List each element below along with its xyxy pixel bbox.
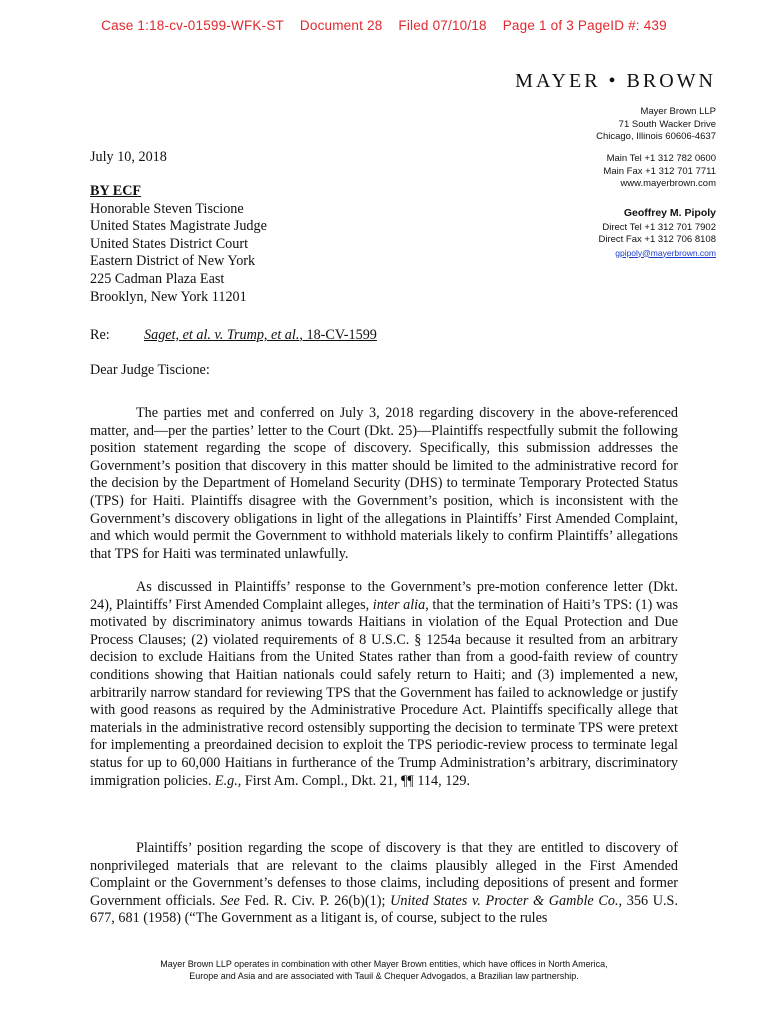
- paragraph-3-case-citation: United States v. Procter & Gamble Co.: [390, 892, 619, 909]
- letterhead-address: [596, 106, 716, 144]
- re-case-reference: [144, 327, 377, 343]
- paragraph-2-text-a: As discussed in Plaintiffs’ response to the Government’s pre-motion conference letter (Dkt. 24), Plaintiffs’ First Amended Complaint alleges,: [90, 579, 678, 613]
- stamp-case-number: Case 1:18-cv-01599-WFK-ST: [101, 18, 284, 33]
- letterhead-firm-name: Mayer Brown LLP: [640, 106, 716, 117]
- salutation: Dear Judge Tiscione:: [90, 362, 210, 378]
- page-footer: [0, 958, 768, 982]
- main-tel: Main Tel +1 312 782 0600: [606, 153, 716, 164]
- re-line: [90, 327, 678, 345]
- attorney-name: Geoffrey M. Pipoly: [623, 207, 716, 219]
- paragraph-1: The parties met and conferred on July 3, 2018 regarding discovery in the above-referenced matter, and—per the parties’ letter to the Court (Dkt. 25)—Plaintiffs respectfully submit the following position statement regarding the scope of discovery. Specifically, this submission addresses the Government’s position that discovery in this matter should be limited to the administrative record for the decision by the Department of Homeland Security (DHS) to terminate Temporary Protected Status (TPS) for Haiti. Plaintiffs disagree with the Government’s position, which is inconsistent with the Government’s discovery obligations in light of the allegations in Plaintiffs’ First Amended Complaint, and which would permit the Government to withhold materials likely to confirm Plaintiffs’ allegations that TPS for Haiti was terminated unlawfully.: [90, 405, 678, 562]
- paragraph-3: [90, 840, 678, 928]
- re-label: Re:: [90, 327, 110, 343]
- paragraph-2-text-b: , that the termination of Haiti’s TPS: (1) was motivated by discriminatory animus towards Haitians in violation of the Equal Protection and Due Process Clauses; (2) violated requirements of 8 U.S.C. § 1254a because it resulted from an arbitrary decision to exclude Haitians from the United States rather than from a good-faith review of country conditions showing that Haitian nationals could safely return to Haiti; and (3) implemented a new, arbitrarily narrow standard for reviewing TPS that the Government has failed to acknowledge or justify with good reasons as required by the Administrative Procedure Act. Plaintiffs specifically allege that materials in the administrative record ostensibly supporting the decision to terminate TPS were pretext for implementing a preordained decision to exploit the TPS periodic-review process to terminate legal status for up to 60,000 Haitians in furtherance of the Trump Administration’s arbitrary, discriminatory immigration policies.: [90, 596, 679, 789]
- attorney-email-link[interactable]: gpipoly@mayerbrown.com: [615, 247, 716, 258]
- paragraph-2-inter-alia: inter alia: [372, 596, 426, 613]
- re-case-name: Saget, et al. v. Trump, et al.: [144, 327, 300, 343]
- paragraph-3-see: See: [220, 892, 240, 909]
- paragraph-2-eg: E.g.: [214, 772, 238, 789]
- court-filing-stamp: [0, 18, 768, 33]
- recipient-name: Honorable Steven Tiscione: [90, 200, 244, 217]
- main-fax: Main Fax +1 312 701 7711: [603, 165, 716, 177]
- footer-line-1: Mayer Brown LLP operates in combination with other Mayer Brown entities, which have offices in North America,: [160, 959, 608, 969]
- recipient-city: Brooklyn, New York 11201: [90, 288, 247, 305]
- paragraph-2-text-c: , First Am. Compl., Dkt. 21, ¶¶ 114, 129.: [237, 772, 471, 789]
- delivery-method: BY ECF: [90, 183, 142, 199]
- stamp-page-info: Page 1 of 3 PageID #: 439: [502, 18, 667, 33]
- recipient-title: United States Magistrate Judge: [90, 218, 267, 235]
- firm-logo: MAYER • BROWN: [515, 70, 716, 92]
- letter-date: July 10, 2018: [90, 149, 167, 165]
- paragraph-2: [90, 579, 678, 790]
- letterhead-street: 71 South Wacker Drive: [618, 118, 716, 130]
- paragraph-3-text-a: Plaintiffs’ position regarding the scope of discovery is that they are entitled to discovery of nonprivileged materials that are relevant to the claims plausibly alleged in the First Amended Complaint or the Government’s defenses to those claims, including depositions of present and former Government officials.: [90, 840, 678, 909]
- stamp-filed-date: Filed 07/10/18: [398, 18, 487, 33]
- website-link[interactable]: www.mayerbrown.com: [620, 178, 716, 189]
- recipient-court: United States District Court: [90, 235, 249, 252]
- recipient-district: Eastern District of New York: [90, 253, 256, 270]
- addressee-block: [90, 183, 678, 306]
- attorney-direct-tel: Direct Tel +1 312 701 7902: [602, 221, 716, 233]
- letterhead-city: Chicago, Illinois 60606-4637: [596, 131, 716, 142]
- stamp-document-number: Document 28: [299, 18, 383, 33]
- attorney-direct-fax: Direct Fax +1 312 706 8108: [598, 234, 716, 245]
- footer-line-2: Europe and Asia and are associated with Tauil & Chequer Advogados, a Brazilian law partnership.: [189, 971, 579, 981]
- paragraph-3-text-c: , 356 U.S. 677, 681 (1958) (“The Government as a litigant is, of course, subject to the rules: [90, 892, 678, 927]
- paragraph-3-text-b: Fed. R. Civ. P. 26(b)(1);: [239, 892, 391, 909]
- recipient-street: 225 Cadman Plaza East: [90, 270, 225, 287]
- re-case-number: , 18-CV-1599: [299, 327, 377, 343]
